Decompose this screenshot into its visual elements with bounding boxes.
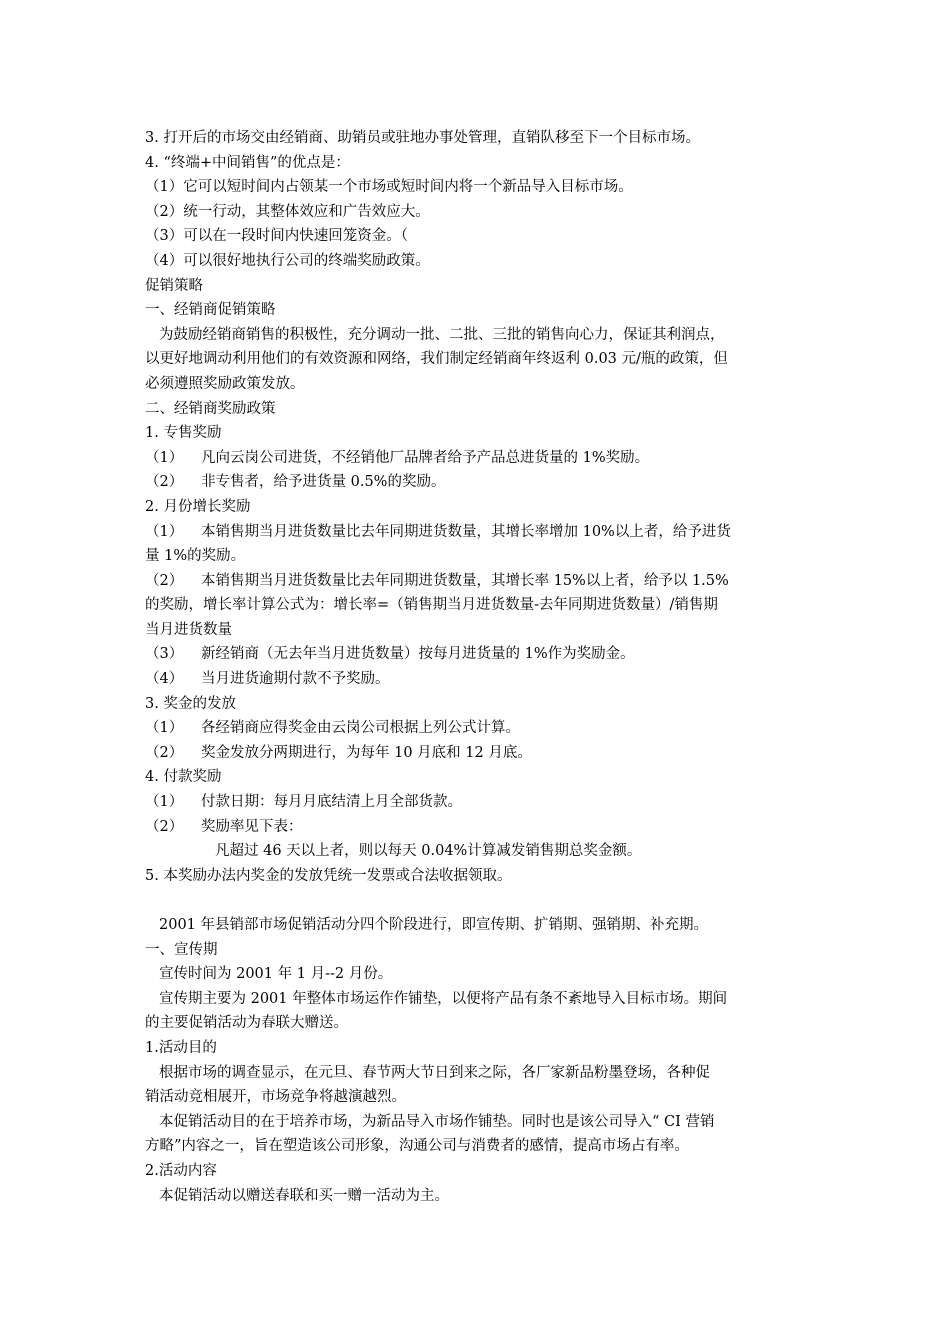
list-number: （2） — [145, 818, 184, 835]
list-number: （1） — [145, 720, 184, 737]
list-item — [145, 569, 810, 594]
list-number: （1） — [145, 523, 184, 540]
text-line: 4. “终端+中间销售”的优点是： — [145, 154, 350, 171]
list-text: 非专售者，给予进货量 0.5%的奖励。 — [201, 474, 446, 491]
list-item — [145, 741, 810, 766]
list-item — [145, 642, 810, 667]
list-number: （2） — [145, 572, 184, 589]
subsection-heading: 1.活动目的 — [145, 1039, 217, 1056]
paragraph-line: 必须遵照奖励政策发放。 — [145, 375, 305, 392]
paragraph-line: 根据市场的调查显示，在元旦、春节两大节日到来之际，各厂家新品粉墨登场，各种促 — [159, 1064, 710, 1081]
list-number: （2） — [145, 744, 184, 761]
list-text: 本销售期当月进货数量比去年同期进货数量，其增长率增加 10%以上者，给予进货 — [201, 523, 731, 540]
list-text: 新经销商（无去年当月进货数量）按每月进货量的 1%作为奖励金。 — [201, 646, 635, 663]
list-item — [145, 446, 810, 471]
paragraph-line: 为鼓励经销商销售的积极性，充分调动一批、二批、三批的销售向心力，保证其利润点， — [159, 326, 725, 343]
paragraph-line: 以更好地调动利用他们的有效资源和网络，我们制定经销商年终返利 0.03 元/瓶的政策，但 — [145, 351, 728, 368]
paragraph-line: 2001 年县销部市场促销活动分四个阶段进行，即宣传期、扩销期、强销期、补充期。 — [159, 917, 709, 933]
list-item — [145, 470, 810, 495]
list-item: （1）它可以短时间内占领某一个市场或短时间内将一个新品导入目标市场。 — [145, 179, 633, 196]
paragraph-line: 本促销活动目的在于培养市场，为新品导入市场作铺垫。同时也是该公司导入“ CI 营销 — [159, 1113, 715, 1130]
list-number: （4） — [145, 671, 184, 688]
list-item — [145, 815, 810, 840]
paragraph-line: 当月进货数量 — [145, 621, 232, 638]
paragraph-line: 本促销活动以赠送春联和买一赠一活动为主。 — [159, 1187, 449, 1204]
list-item — [145, 667, 810, 692]
list-item: （2）统一行动，其整体效应和广告效应大。 — [145, 203, 430, 220]
list-item: （4）可以很好地执行公司的终端奖励政策。 — [145, 252, 430, 269]
list-item — [145, 716, 810, 741]
subsection-heading: 3. 奖金的发放 — [145, 695, 236, 712]
list-number: （3） — [145, 646, 184, 663]
subsection-heading: 5. 本奖励办法内奖金的发放凭统一发票或合法收据领取。 — [145, 867, 512, 884]
subsection-heading: 2.活动内容 — [145, 1162, 217, 1179]
paragraph-line: 的奖励，增长率计算公式为：增长率=（销售期当月进货数量-去年同期进货数量）/销售期 — [145, 597, 718, 614]
list-text: 奖励率见下表： — [201, 818, 303, 835]
paragraph-line: 凡超过 46 天以上者，则以每天 0.04%计算减发销售期总奖金额。 — [215, 843, 642, 860]
subsection-heading: 4. 付款奖励 — [145, 769, 222, 786]
list-item — [145, 790, 810, 815]
paragraph-line: 宣传期主要为 2001 年整体市场运作作铺垫，以便将产品有条不紊地导入目标市场。期间 — [159, 990, 728, 1007]
list-item — [145, 520, 810, 545]
subsection-heading: 2. 月份增长奖励 — [145, 498, 251, 515]
list-text: 当月进货逾期付款不予奖励。 — [201, 671, 390, 688]
section-heading: 一、宣传期 — [145, 941, 218, 958]
paragraph-line: 的主要促销活动为春联大赠送。 — [145, 1015, 348, 1032]
list-number: （2） — [145, 474, 184, 491]
document-body — [145, 126, 810, 1208]
list-item: （3）可以在一段时间内快速回笼资金。（ — [145, 228, 408, 245]
paragraph-line: 量 1%的奖励。 — [145, 548, 246, 565]
list-number: （1） — [145, 449, 184, 466]
list-text: 凡向云岗公司进货，不经销他厂品牌者给予产品总进货量的 1%奖励。 — [201, 449, 650, 466]
paragraph-line: 宣传时间为 2001 年 1 月--2 月份。 — [159, 966, 393, 983]
subsection-heading: 1. 专售奖励 — [145, 425, 222, 442]
paragraph-line: 销活动竞相展开，市场竞争将越演越烈。 — [145, 1089, 406, 1106]
text-line: 3. 打开后的市场交由经销商、助销员或驻地办事处管理，直销队移至下一个目标市场。 — [145, 130, 700, 146]
list-text: 各经销商应得奖金由云岗公司根据上列公式计算。 — [201, 720, 520, 737]
section-heading: 促销策略 — [145, 277, 203, 294]
list-text: 付款日期：每月月底结清上月全部货款。 — [201, 794, 462, 811]
blank-line — [145, 888, 810, 913]
list-text: 本销售期当月进货数量比去年同期进货数量，其增长率 15%以上者，给予以 1.5% — [201, 572, 729, 589]
section-heading: 一、经销商促销策略 — [145, 302, 276, 319]
list-number: （1） — [145, 794, 184, 811]
list-text: 奖金发放分两期进行，为每年 10 月底和 12 月底。 — [201, 744, 532, 761]
section-heading: 二、经销商奖励政策 — [145, 400, 276, 417]
paragraph-line: 方略”内容之一，旨在塑造该公司形象，沟通公司与消费者的感情，提高市场占有率。 — [145, 1138, 689, 1155]
